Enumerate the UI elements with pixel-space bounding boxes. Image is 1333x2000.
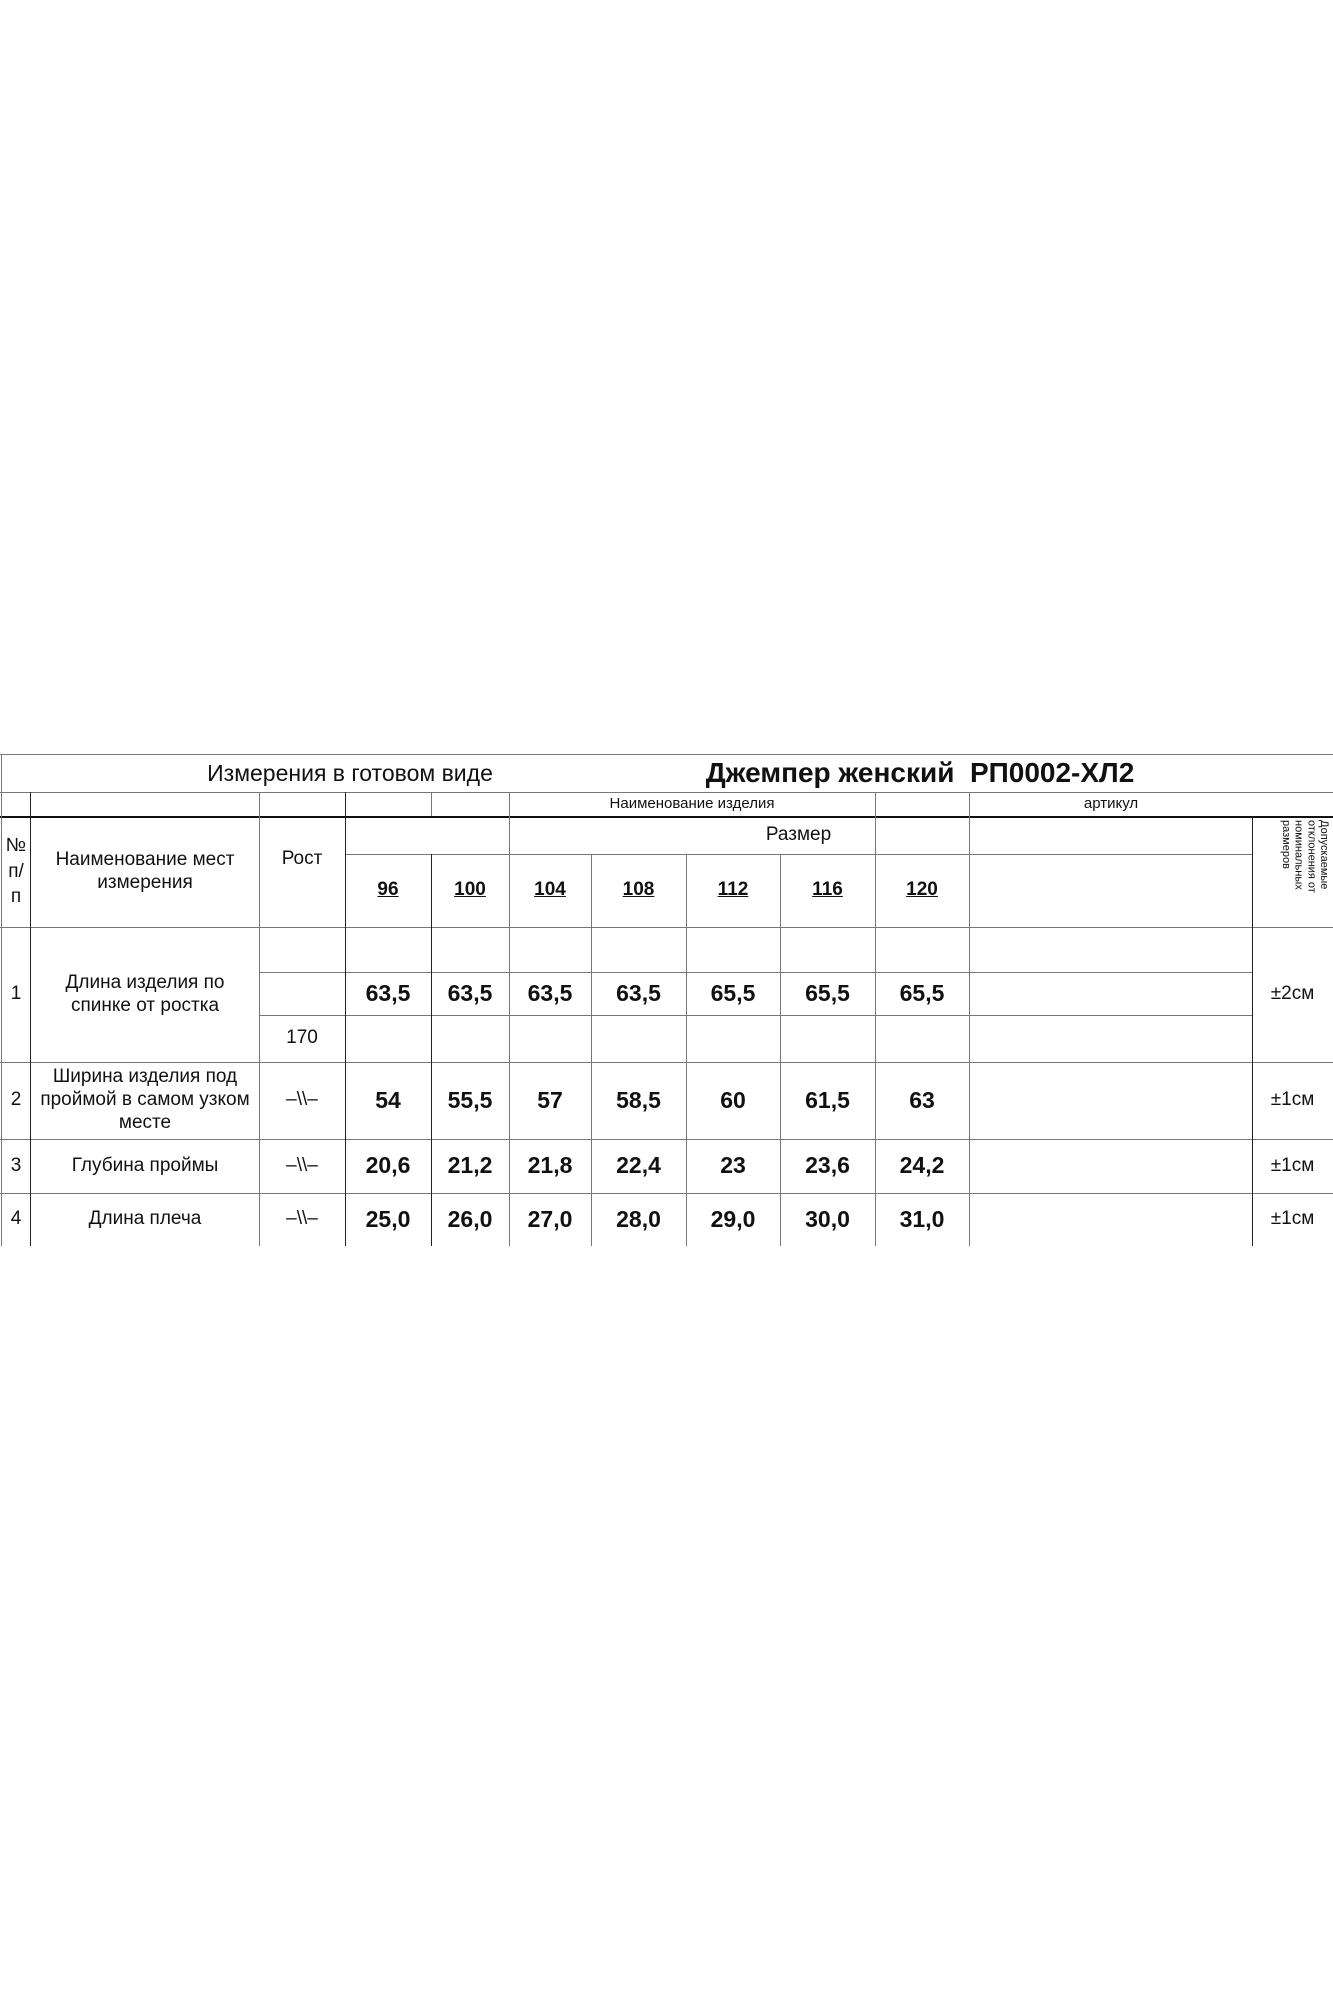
row-1-value-120: 65,5	[899, 979, 945, 1006]
row-4-value-96: 25,0	[365, 1205, 411, 1232]
size-header-112: 112	[717, 879, 749, 901]
size-header-104: 104	[534, 879, 566, 901]
row-3-number: 3	[10, 1154, 22, 1176]
row-3-value-116: 23,6	[805, 1152, 850, 1179]
row-3-value-112: 23	[720, 1152, 746, 1179]
row-4-value-116: 30,0	[805, 1205, 850, 1232]
row-4-value-120: 31,0	[899, 1205, 945, 1232]
row-4-number: 4	[10, 1208, 22, 1230]
row-4-name: Длина плеча	[88, 1208, 202, 1230]
row-2-name: Ширина изделия под проймой в самом узком месте	[40, 1066, 250, 1133]
row-1-tolerance: ±2см	[1270, 983, 1315, 1005]
row-2-value-112: 60	[720, 1086, 746, 1113]
row-1-value-100: 63,5	[447, 979, 493, 1006]
col-divider-120	[969, 792, 970, 1246]
row-1-value-108: 63,5	[616, 979, 661, 1006]
row-1-value-116: 65,5	[805, 979, 850, 1006]
row-1-height: 170	[286, 1027, 318, 1049]
product-title: Джемпер женский РП0002-ХЛ2	[705, 757, 1135, 789]
row-2-height: –\\–	[286, 1089, 318, 1111]
row-2-value-116: 61,5	[805, 1086, 850, 1113]
col-divider-num	[30, 792, 31, 1246]
article-label: артикул	[1083, 795, 1139, 812]
measurement-table-sheet	[0, 754, 1333, 1246]
row-4-value-112: 29,0	[710, 1205, 756, 1232]
size-header-96: 96	[377, 879, 399, 901]
row-2-value-96: 54	[375, 1086, 401, 1113]
tolerance-header: Допускаемые отклонения от номинальных размеров	[1280, 820, 1330, 893]
size-group-header: Размер	[765, 823, 832, 845]
measurement-name-header: Наименование мест измерения	[55, 848, 235, 893]
row-2-value-108: 58,5	[616, 1086, 661, 1113]
row-number-header: № п/ п	[5, 835, 27, 908]
row-1-number: 1	[10, 983, 22, 1005]
row-3-value-120: 24,2	[899, 1152, 945, 1179]
row-3-value-100: 21,2	[447, 1152, 493, 1179]
row-1-value-96: 63,5	[365, 979, 411, 1006]
row-4-tolerance: ±1см	[1270, 1208, 1315, 1230]
row-1-name: Длина изделия по спинке от ростка	[65, 971, 225, 1016]
row-3-height: –\\–	[286, 1154, 318, 1176]
row-2-tolerance: ±1см	[1270, 1089, 1315, 1111]
row-2-value-104: 57	[537, 1086, 563, 1113]
row-3-value-104: 21,8	[527, 1152, 573, 1179]
row-4-value-100: 26,0	[447, 1205, 493, 1232]
row-3-value-108: 22,4	[616, 1152, 661, 1179]
row-4-value-108: 28,0	[616, 1205, 661, 1232]
size-header-116: 116	[812, 879, 843, 901]
row-2-number: 2	[10, 1089, 22, 1111]
row-1-value-104: 63,5	[527, 979, 573, 1006]
size-header-108: 108	[622, 879, 655, 901]
product-name-label: Наименование изделия	[609, 795, 775, 812]
row-2-value-120: 63	[909, 1086, 935, 1113]
size-header-100: 100	[454, 879, 486, 901]
row-3-value-96: 20,6	[365, 1152, 411, 1179]
height-header: Рост	[281, 848, 323, 870]
row-2-value-100: 55,5	[447, 1086, 493, 1113]
top-divider-a	[431, 792, 432, 816]
size-header-120: 120	[906, 879, 938, 901]
row-3-tolerance: ±1см	[1270, 1154, 1315, 1176]
row-4-height: –\\–	[286, 1208, 318, 1230]
row-1-value-112: 65,5	[710, 979, 756, 1006]
row1-sub-line-b	[259, 1015, 1253, 1016]
row-3-name: Глубина проймы	[71, 1154, 219, 1176]
row-4-value-104: 27,0	[527, 1205, 573, 1232]
measurements-title: Измерения в готовом виде	[207, 760, 493, 787]
